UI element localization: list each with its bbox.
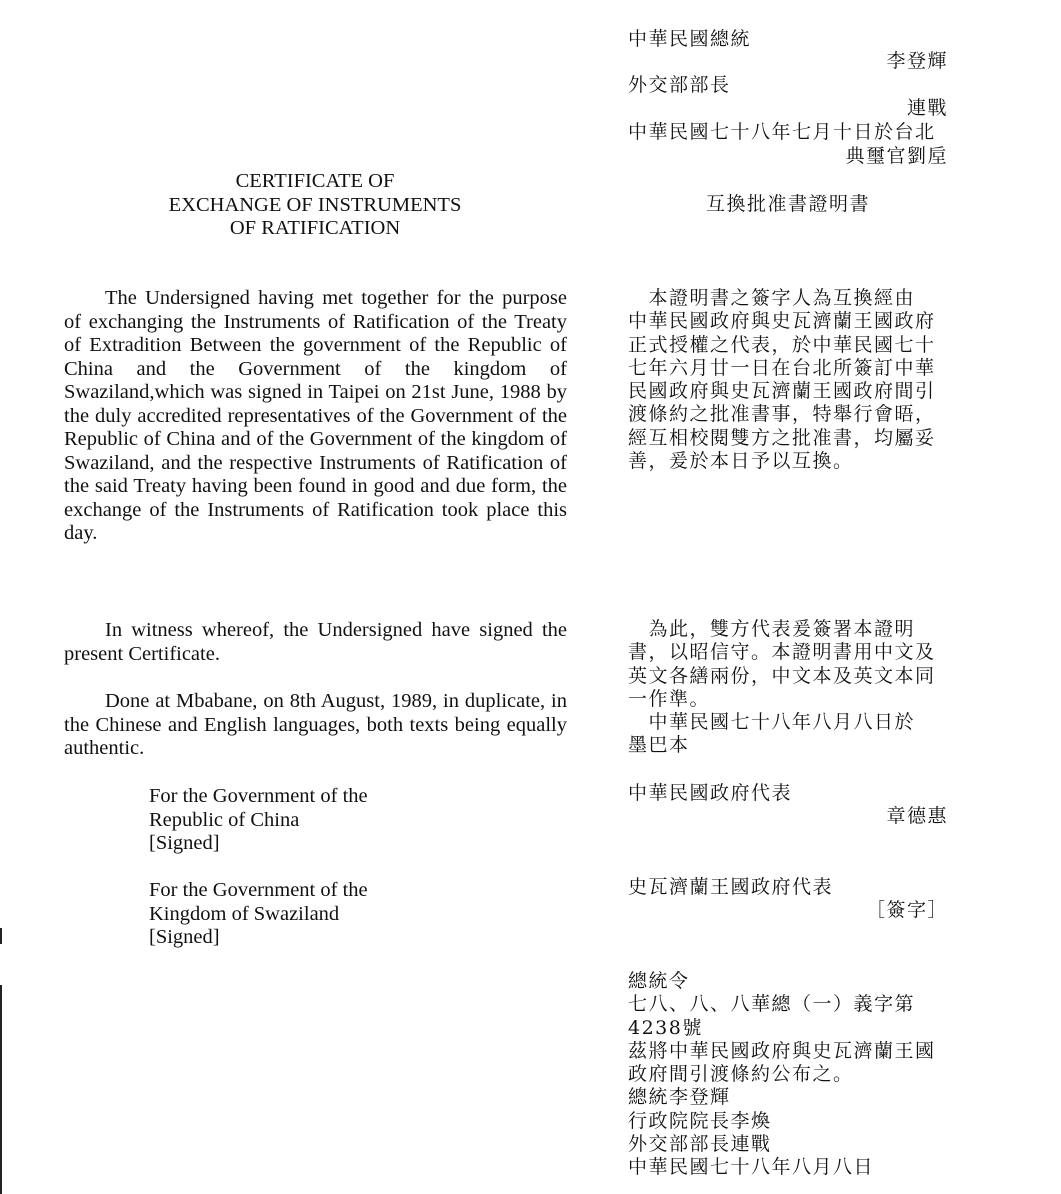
- decree-line: 茲將中華民國政府與史瓦濟蘭王國: [628, 1039, 936, 1062]
- roc-representative-name: 章德惠: [886, 805, 948, 827]
- english-paragraph-exchange: The Undersigned having met together for the purpose of exchanging the Instruments of Ratification of the Treaty of Extradition Between the government of the Republic of China and the Government of the kingdom of Swaziland,which was signed in Taipei on 21st June, 1988 by the duly accredited representatives of the Government of the Republic of China and of the Government of the kingdom of Swaziland, and the respective Instruments of Ratification of the said Treaty having been found in good and due form, the exchange of the Instruments of Ratification took place this day.: [64, 287, 567, 544]
- signature-line: [Signed]: [149, 832, 220, 854]
- decree-line: 政府間引渡條約公布之。: [628, 1063, 854, 1086]
- minister-title: 外交部部長: [628, 74, 731, 96]
- swaziland-representative-title: 史瓦濟蘭王國政府代表: [628, 876, 834, 898]
- decree-line: 總統李登輝: [628, 1086, 731, 1109]
- decree-line: 中華民國七十八年八月八日: [628, 1156, 875, 1179]
- swaziland-representative-signed: ［簽字］: [865, 899, 948, 921]
- chinese-line: 本證明書之簽字人為互換經由: [628, 287, 916, 309]
- chinese-line: 經互相校閱雙方之批准書，均屬妥: [628, 426, 936, 449]
- minister-name: 連戰: [906, 97, 948, 119]
- chinese-line: 書，以昭信守。本證明書用中文及: [628, 641, 936, 664]
- english-paragraph-done-at: Done at Mbabane, on 8th August, 1989, in duplicate, in the Chinese and English languages, both texts being equally authentic.: [64, 690, 567, 759]
- decree-line: 外交部部長連戰: [628, 1133, 772, 1156]
- signature-line: Republic of China: [149, 808, 300, 831]
- chinese-line: 中華民國七十八年八月八日於: [628, 711, 916, 734]
- seal-officer: 典璽官劉垕: [845, 145, 948, 167]
- english-certificate-title: [64, 170, 566, 241]
- chinese-line: 正式授權之代表，於中華民國七十: [628, 333, 936, 356]
- signature-line: For the Government of the: [149, 879, 368, 901]
- signature-block-roc: [149, 785, 368, 856]
- scan-edge-mark: [0, 928, 2, 944]
- decree-line: 七八、八、八華總（一）義字第: [628, 993, 916, 1016]
- chinese-line: 民國政府與史瓦濟蘭王國政府間引: [628, 380, 936, 403]
- signature-line: Kingdom of Swaziland: [149, 902, 340, 925]
- chinese-line: 墨巴本: [628, 734, 690, 757]
- chinese-paragraph-witness: [628, 618, 936, 758]
- president-title: 中華民國總統: [628, 28, 752, 50]
- decree-line: 4238號: [628, 1016, 703, 1039]
- signature-line: For the Government of the: [149, 785, 368, 807]
- roc-representative-title: 中華民國政府代表: [628, 782, 793, 804]
- signature-block-swaziland: [149, 879, 368, 950]
- ratification-date-place: 中華民國七十八年七月十日於台北: [628, 121, 936, 143]
- chinese-line: 善，爰於本日予以互換。: [628, 450, 854, 473]
- chinese-line: 中華民國政府與史瓦濟蘭王國政府: [628, 310, 936, 333]
- chinese-line: 一作準。: [628, 687, 711, 710]
- title-line: CERTIFICATE OF: [235, 170, 395, 192]
- chinese-certificate-title: 互換批准書證明書: [705, 193, 870, 215]
- chinese-line: 英文各繕兩份，中文本及英文本同: [628, 664, 936, 687]
- chinese-line: 七年六月廿一日在台北所簽訂中華: [628, 356, 936, 379]
- president-name: 李登輝: [886, 50, 948, 72]
- english-paragraph-witness: In witness whereof, the Undersigned have signed the present Certificate.: [64, 619, 567, 665]
- title-line: OF RATIFICATION: [229, 217, 401, 239]
- chinese-line: 為此，雙方代表爰簽署本證明: [628, 618, 916, 640]
- chinese-paragraph-exchange: [628, 287, 936, 473]
- scan-edge-mark: [0, 985, 2, 1194]
- decree-line: 行政院院長李煥: [628, 1109, 772, 1132]
- presidential-decree: [628, 970, 936, 1180]
- chinese-line: 渡條約之批准書事，特舉行會晤，: [628, 403, 936, 426]
- decree-line: 總統令: [628, 970, 690, 992]
- title-line: EXCHANGE OF INSTRUMENTS: [168, 193, 462, 216]
- signature-line: [Signed]: [149, 926, 220, 948]
